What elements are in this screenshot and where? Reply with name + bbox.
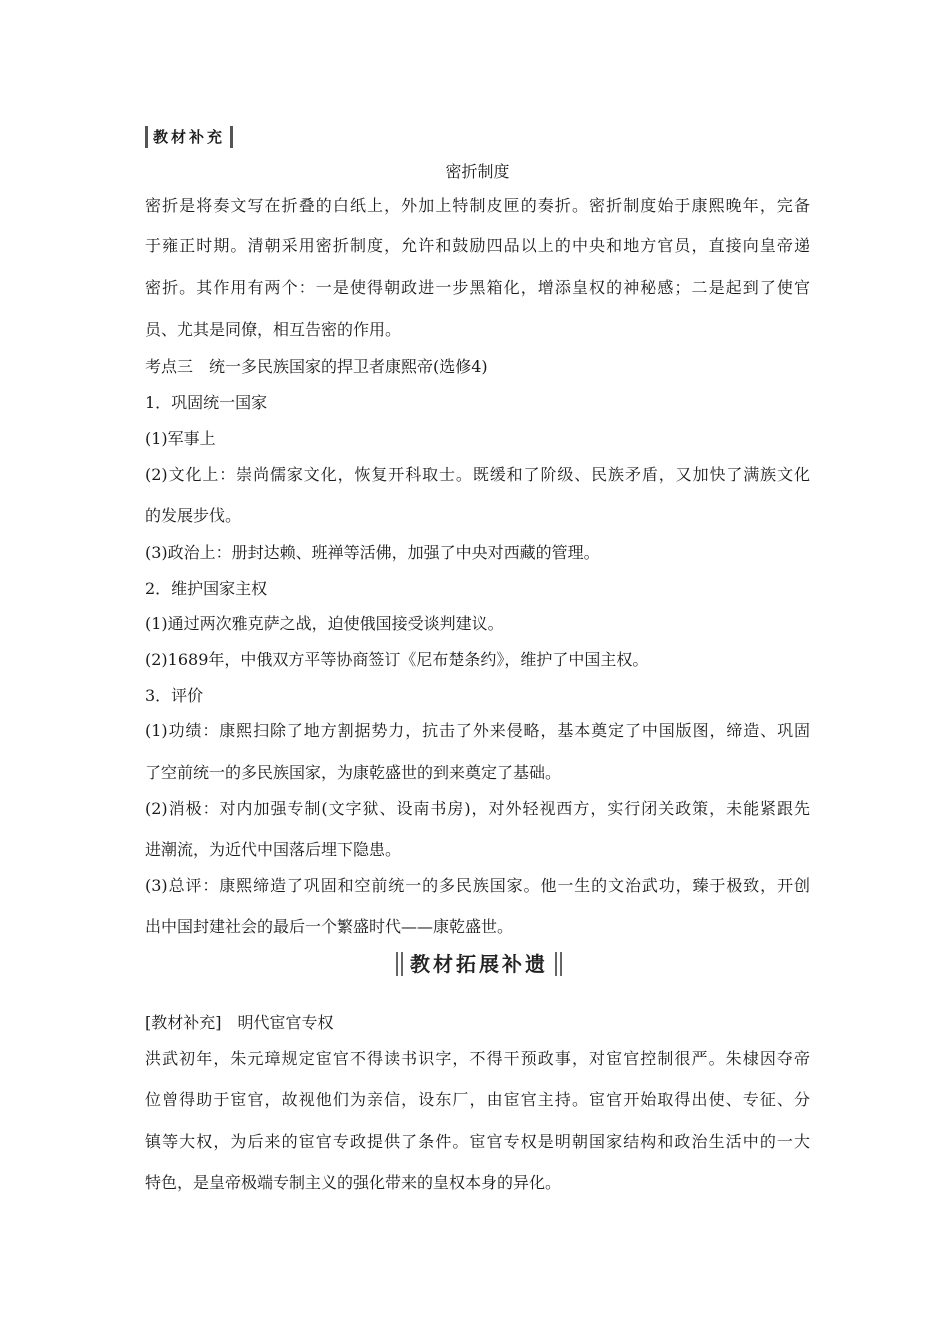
banner-text: 教材拓展补遗 bbox=[410, 952, 548, 976]
paragraph-line: 员、尤其是同僚，相互告密的作用。 bbox=[145, 320, 402, 339]
banner-bar-decoration bbox=[401, 952, 403, 976]
list-item: (2)消极：对内加强专制(文字狱、设南书房)，对外轻视西方，实行闭关政策，未能紧跟先 bbox=[145, 799, 810, 818]
list-item-cont: 了空前统一的多民族国家，为康乾盛世的到来奠定了基础。 bbox=[145, 763, 562, 782]
list-item-cont: 进潮流，为近代中国落后埋下隐患。 bbox=[145, 840, 402, 859]
paragraph-line: 密折是将奏文写在折叠的白纸上，外加上特制皮匣的奏折。密折制度始于康熙晚年，完备 bbox=[145, 196, 810, 215]
list-item: (1)通过两次雅克萨之战，迫使俄国接受谈判建议。 bbox=[145, 614, 504, 633]
kaodian-heading: 考点三 统一多民族国家的捍卫者康熙帝(选修4) bbox=[145, 357, 488, 376]
banner-bar-decoration bbox=[560, 952, 562, 976]
list-item: (3)政治上：册封达赖、班禅等活佛，加强了中央对西藏的管理。 bbox=[145, 543, 600, 562]
list-item: (2)1689年，中俄双方平等协商签订《尼布楚条约》，维护了中国主权。 bbox=[145, 650, 649, 669]
list-item-cont: 出中国封建社会的最后一个繁盛时代——康乾盛世。 bbox=[145, 917, 514, 936]
section-badge-textbook-supplement: 教材补充 bbox=[145, 124, 233, 150]
paragraph-line: 特色，是皇帝极端专制主义的强化带来的皇权本身的异化。 bbox=[145, 1173, 562, 1192]
section-banner-extension bbox=[396, 948, 562, 980]
list-item: (1)军事上 bbox=[145, 429, 216, 448]
subheading: 2．维护国家主权 bbox=[145, 579, 268, 598]
banner-bar-decoration bbox=[396, 952, 398, 976]
section-title-secret-memorial: 密折制度 bbox=[445, 162, 510, 181]
paragraph-line: 洪武初年，朱元璋规定宦官不得读书识字，不得干预政事，对宦官控制很严。朱棣因夺帝 bbox=[145, 1049, 810, 1068]
subheading: 1．巩固统一国家 bbox=[145, 393, 268, 412]
list-item: (3)总评：康熙缔造了巩固和空前统一的多民族国家。他一生的文治武功，臻于极致，开创 bbox=[145, 876, 810, 895]
list-item: (1)功绩：康熙扫除了地方割据势力，抗击了外来侵略，基本奠定了中国版图，缔造、巩固 bbox=[145, 721, 810, 740]
paragraph-line: 位曾得助于宦官，故视他们为亲信，设东厂，由宦官主持。宦官开始取得出使、专征、分 bbox=[145, 1090, 810, 1109]
paragraph-line: 密折。其作用有两个：一是使得朝政进一步黑箱化，增添皇权的神秘感；二是起到了使官 bbox=[145, 278, 810, 297]
list-item-cont: 的发展步伐。 bbox=[145, 506, 242, 525]
paragraph-line: 于雍正时期。清朝采用密折制度，允许和鼓励四品以上的中央和地方官员，直接向皇帝递 bbox=[145, 236, 810, 255]
subheading: 3．评价 bbox=[145, 686, 204, 705]
list-item: (2)文化上：崇尚儒家文化，恢复开科取士。既缓和了阶级、民族矛盾，又加快了满族文化 bbox=[145, 465, 810, 484]
supplement-heading: [教材补充] 明代宦官专权 bbox=[145, 1013, 334, 1032]
banner-bar-decoration bbox=[555, 952, 557, 976]
paragraph-line: 镇等大权，为后来的宦官专政提供了条件。宦官专权是明朝国家结构和政治生活中的一大 bbox=[145, 1132, 810, 1151]
